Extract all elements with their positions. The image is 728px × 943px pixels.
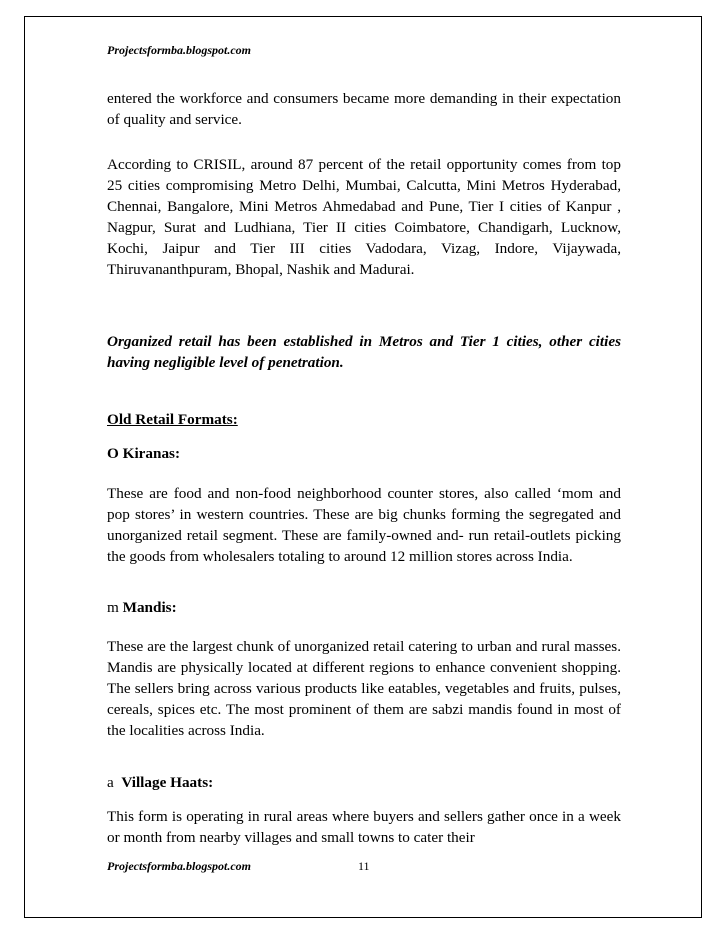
page-number: 11 <box>358 859 370 873</box>
paragraph-workforce: entered the workforce and consumers became more demanding in their expectation of quality and service. <box>107 90 621 128</box>
paragraph-organized-retail: Organized retail has been established in Metros and Tier 1 cities, other cities having negligible level of penetration. <box>107 333 621 371</box>
haats-heading <box>107 772 213 793</box>
section-heading <box>107 409 238 430</box>
page-header: Projectsformba.blogspot.com <box>107 43 251 57</box>
kiranas-heading <box>107 443 180 464</box>
mandis-title: Mandis: <box>122 599 177 616</box>
haats-marker: a <box>107 774 114 791</box>
haats-title: Village Haats: <box>121 774 214 791</box>
page-footer: Projectsformba.blogspot.com <box>107 859 251 873</box>
paragraph-mandis: These are the largest chunk of unorganized retail catering to urban and rural masses. Mandis are physically located at different regions to enhance convenient shopping. The sellers bring across various products like eatables, vegetables and fruits, pulses, cereals, spices etc. The most prominent of them are sabzi mandis found in most of the localities across India. <box>107 638 621 739</box>
kiranas-marker: O <box>107 445 119 462</box>
mandis-marker: m <box>107 599 119 616</box>
paragraph-crisil: According to CRISIL, around 87 percent of the retail opportunity comes from top 25 cities compromising Metro Delhi, Mumbai, Calcutta, Mini Metros Hyderabad, Chennai, Bangalore, Mini Metros Ahmedabad and Pune, Tier I cities of Kanpur , Nagpur, Surat and Ludhiana, Tier II cities Coimbatore, Chandigarh, Lucknow, Kochi, Jaipur and Tier III cities Vadodara, Vizag, Indore, Vijaywada, Thiruvananthpuram, Bhopal, Nashik and Madurai. <box>107 156 621 278</box>
paragraph-kiranas: These are food and non-food neighborhood counter stores, also called ‘mom and pop stores’ in western countries. These are big chunks forming the segregated and unorganized retail segment. These are family-owned and- run retail-outlets picking the goods from wholesalers totaling to around 12 million stores across India. <box>107 485 621 565</box>
paragraph-haats: This form is operating in rural areas where buyers and sellers gather once in a week or month from nearby villages and small towns to cater their <box>107 808 621 846</box>
section-heading-text: Old Retail Formats: <box>107 411 238 428</box>
kiranas-title: Kiranas: <box>122 445 181 462</box>
mandis-heading <box>107 597 177 618</box>
